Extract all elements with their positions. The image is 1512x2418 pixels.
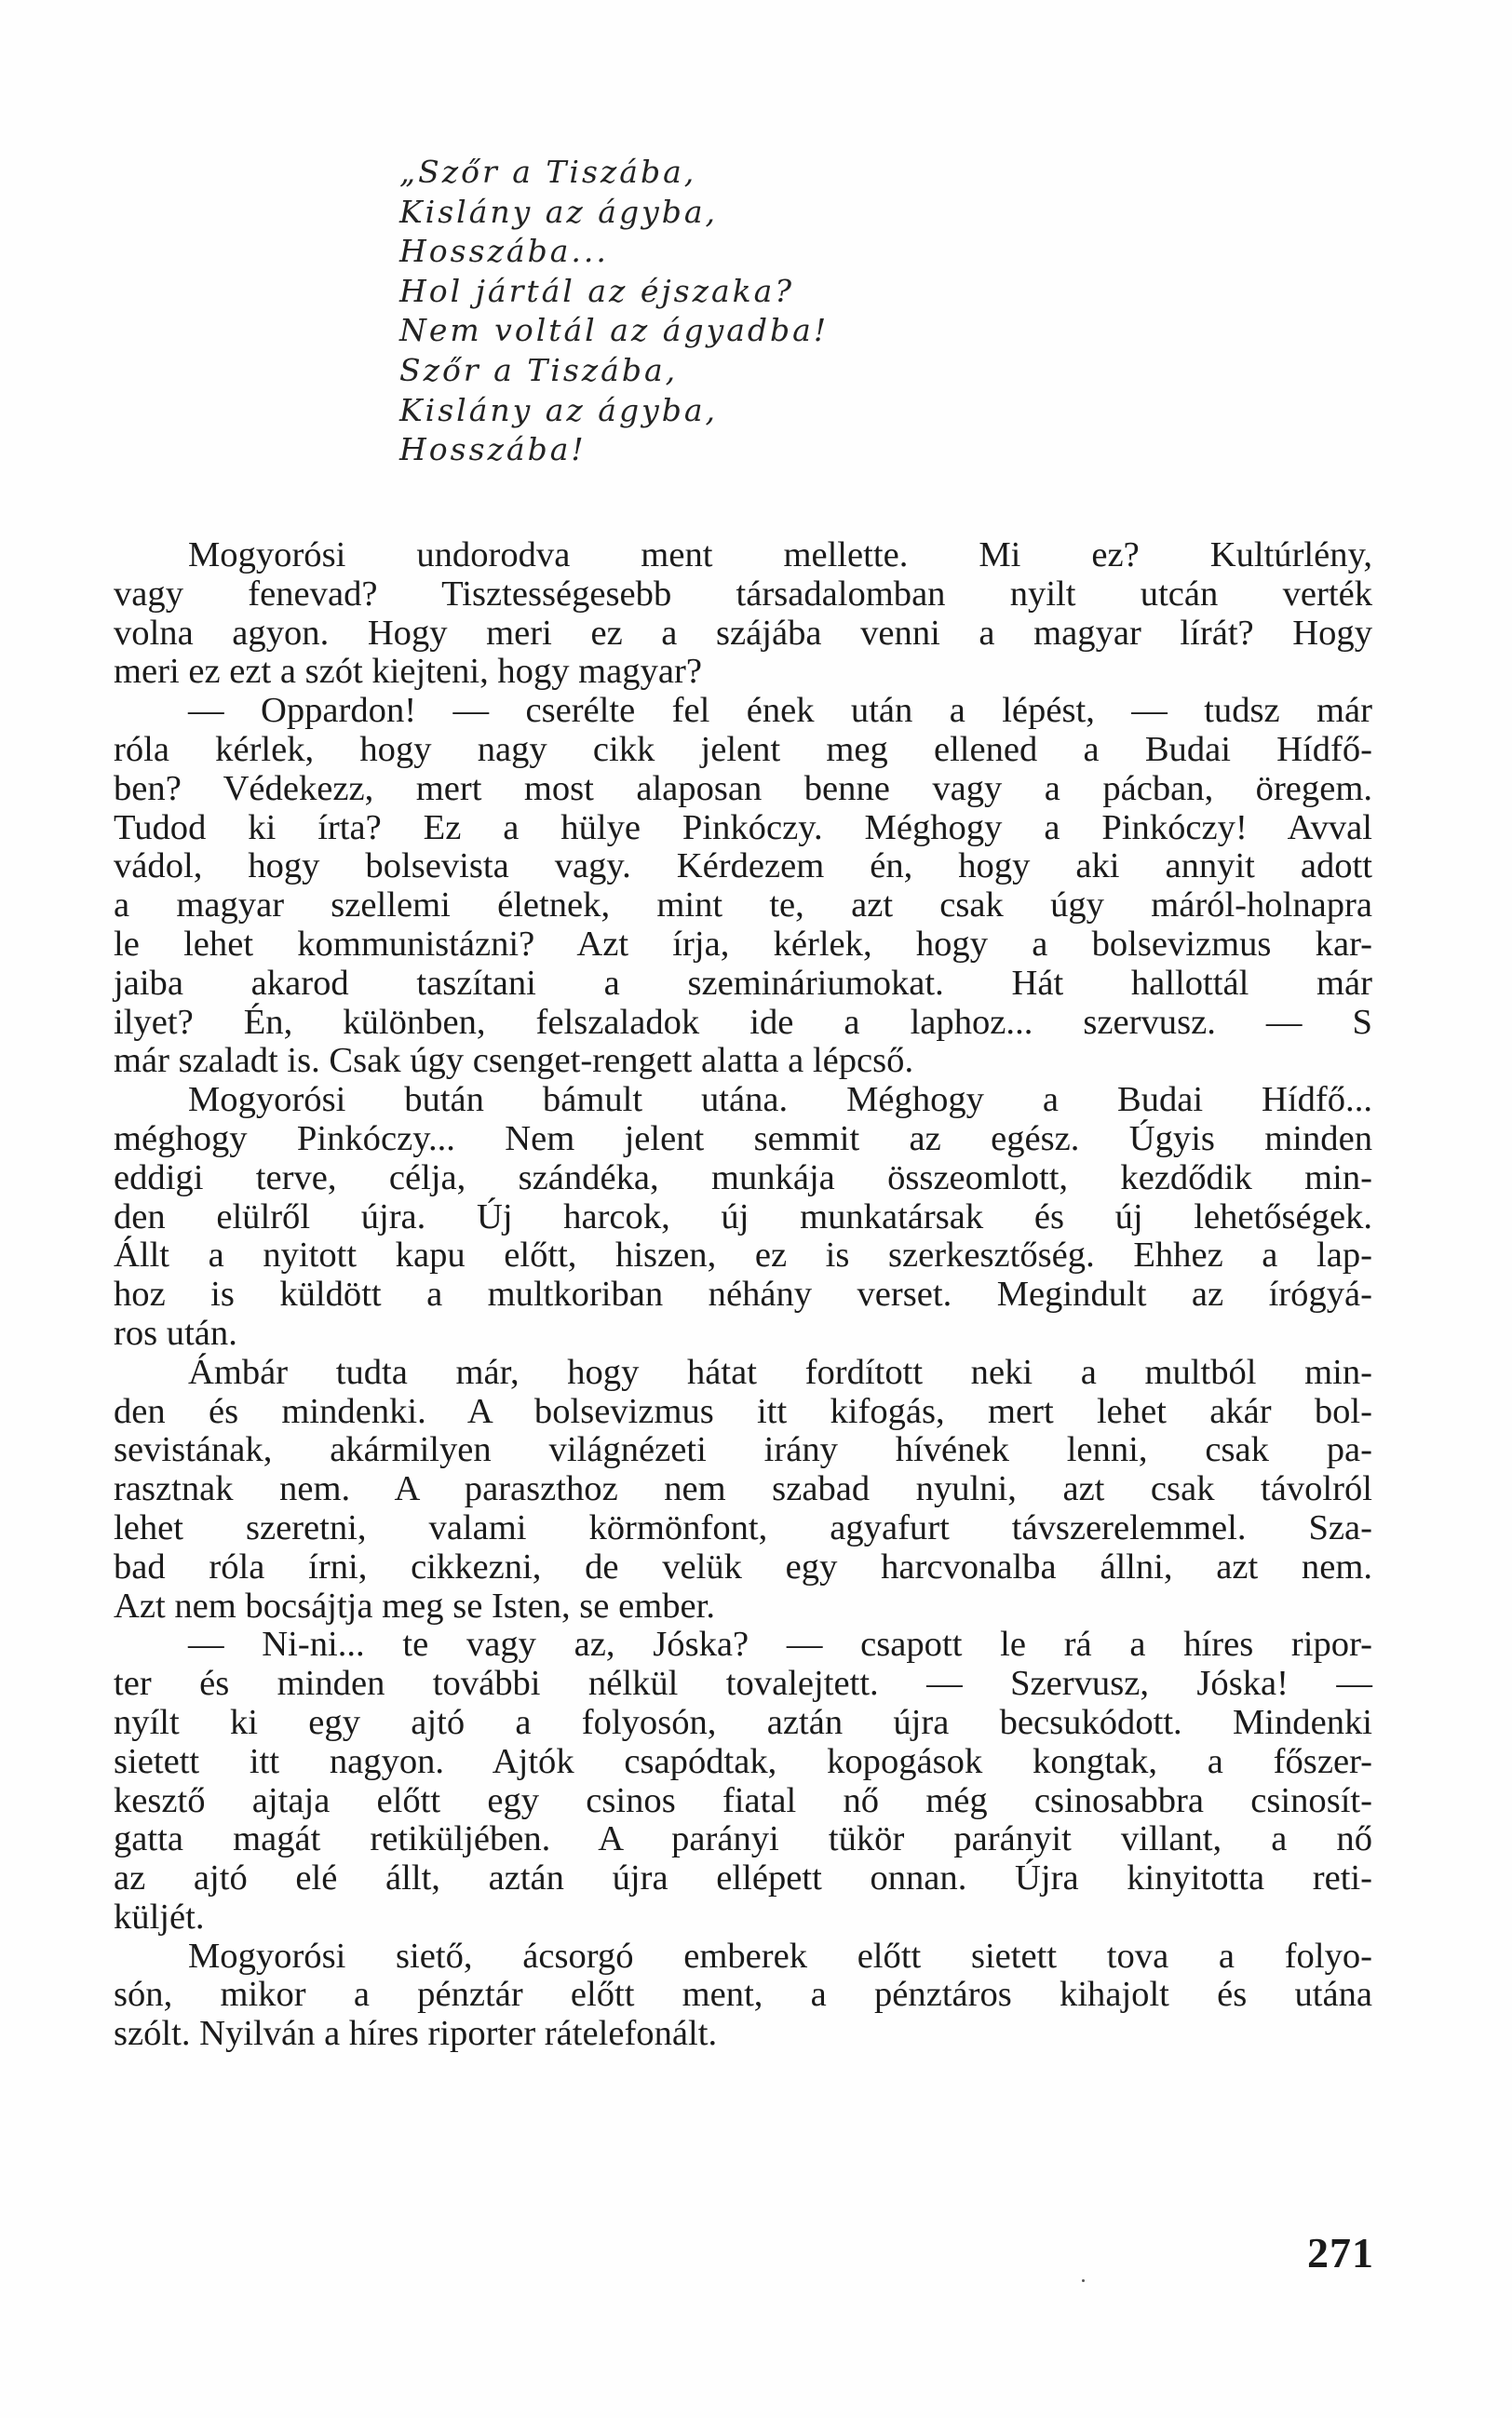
poem-line: Kislány az ágyba, xyxy=(399,193,719,230)
prose-line: bad róla írni, cikkezni, de velük egy harcvonalba állni, azt nem. xyxy=(114,1547,1372,1587)
prose-line: Azt nem bocsájtja meg se Isten, se ember. xyxy=(114,1586,715,1626)
prose-line: vagy fenevad? Tisztességesebb társadalomban nyilt utcán verték xyxy=(114,574,1372,614)
prose-line: szólt. Nyilván a híres riporter rátelefonált. xyxy=(114,2014,718,2054)
paragraph-first-line: — Oppardon! — cserélte fel ének után a lépést, — tudsz már xyxy=(188,691,1372,731)
prose-line: hoz is küldött a multkoriban néhány verset. Megindult az írógyá- xyxy=(114,1275,1372,1315)
poem-line: Hol jártál az éjszaka? xyxy=(399,272,795,309)
print-speck xyxy=(1082,2279,1085,2282)
prose-line: rasztnak nem. A paraszthoz nem szabad nyulni, azt csak távolról xyxy=(114,1469,1372,1509)
poem-line: Hosszába! xyxy=(399,431,587,468)
page-number: 271 xyxy=(1307,2229,1374,2276)
poem-line: Nem voltál az ágyadba! xyxy=(399,312,830,349)
prose-line: vádol, hogy bolsevista vagy. Kérdezem én, hogy aki annyit adott xyxy=(114,846,1372,886)
prose-line: volna agyon. Hogy meri ez a szájába venni a magyar lírát? Hogy xyxy=(114,613,1372,653)
prose-line: ter és minden további nélkül tovalejtett. — Szervusz, Jóska! — xyxy=(114,1664,1372,1704)
prose-line: kesztő ajtaja előtt egy csinos fiatal nő még csinosabbra csinosít- xyxy=(114,1780,1372,1820)
poem-stanza xyxy=(399,153,829,470)
prose-line: méghogy Pinkóczy... Nem jelent semmit az egész. Úgyis minden xyxy=(114,1118,1372,1158)
prose-line: le lehet kommunistázni? Azt írja, kérlek, hogy a bolsevizmus kar- xyxy=(114,924,1372,964)
paragraph-first-line: Mogyorósi bután bámult utána. Méghogy a Budai Hídfő... xyxy=(188,1080,1372,1120)
prose-line: Tudod ki írta? Ez a hülye Pinkóczy. Méghogy a Pinkóczy! Avval xyxy=(114,807,1372,847)
prose-line: nyílt ki egy ajtó a folyosón, aztán újra becsukódott. Mindenki xyxy=(114,1702,1372,1742)
prose-line: ben? Védekezz, mert most alaposan benne vagy a pácban, öregem. xyxy=(114,768,1372,808)
prose-line: már szaladt is. Csak úgy csenget-rengett alatta a lépcső. xyxy=(114,1041,914,1081)
prose-line: sietett itt nagyon. Ajtók csapódtak, kopogások kongtak, a főszer- xyxy=(114,1741,1372,1781)
paragraph-first-line: Ámbár tudta már, hogy hátat fordított neki a multból min- xyxy=(188,1352,1372,1392)
prose-line: den és mindenki. A bolsevizmus itt kifogás, mert lehet akár bol- xyxy=(114,1391,1372,1431)
prose-line: Állt a nyitott kapu előtt, hiszen, ez is szerkesztőség. Ehhez a lap- xyxy=(114,1236,1372,1276)
prose-line: eddigi terve, célja, szándéka, munkája összeomlott, kezdődik min- xyxy=(114,1157,1372,1197)
prose-line: sevistának, akármilyen világnézeti irány hívének lenni, csak pa- xyxy=(114,1430,1372,1470)
prose-line: gatta magát retiküljében. A parányi tükör parányit villant, a nő xyxy=(114,1819,1372,1859)
prose-line: róla kérlek, hogy nagy cikk jelent meg ellened a Budai Hídfő- xyxy=(114,729,1372,769)
prose-line: a magyar szellemi életnek, mint te, azt csak úgy máról-holnapra xyxy=(114,885,1372,925)
prose-line: den elülről újra. Új harcok, új munkatársak és új lehetőségek. xyxy=(114,1196,1372,1236)
prose-line: meri ez ezt a szót kiejteni, hogy magyar? xyxy=(114,652,702,692)
prose-line: jaiba akarod taszítani a szemináriumokat. Hát hallottál már xyxy=(114,963,1372,1003)
poem-line: Kislány az ágyba, xyxy=(399,391,719,428)
prose-line: az ajtó elé állt, aztán újra ellépett onnan. Újra kinyitotta reti- xyxy=(114,1858,1372,1898)
prose-body xyxy=(114,536,1372,2054)
prose-line: són, mikor a pénztár előtt ment, a pénztáros kihajolt és utána xyxy=(114,1975,1372,2015)
prose-line: küljét. xyxy=(114,1897,205,1937)
prose-line: ros után. xyxy=(114,1313,237,1353)
paragraph-first-line: Mogyorósi siető, ácsorgó emberek előtt sietett tova a folyo- xyxy=(188,1936,1372,1976)
prose-line: lehet szeretni, valami körmönfont, agyafurt távszerelemmel. Sza- xyxy=(114,1507,1372,1547)
poem-line: Hosszába... xyxy=(399,233,609,270)
poem-line: Szőr a Tiszába, xyxy=(399,351,679,388)
poem-line: „Szőr a Tiszába, xyxy=(399,154,697,190)
paragraph-first-line: — Ni-ni... te vagy az, Jóska? — csapott le rá a híres ripor- xyxy=(188,1625,1372,1665)
prose-line: ilyet? Én, különben, felszaladok ide a laphoz... szervusz. — S xyxy=(114,1002,1372,1042)
paragraph-first-line: Mogyorósi undorodva ment mellette. Mi ez? Kultúrlény, xyxy=(188,535,1372,574)
